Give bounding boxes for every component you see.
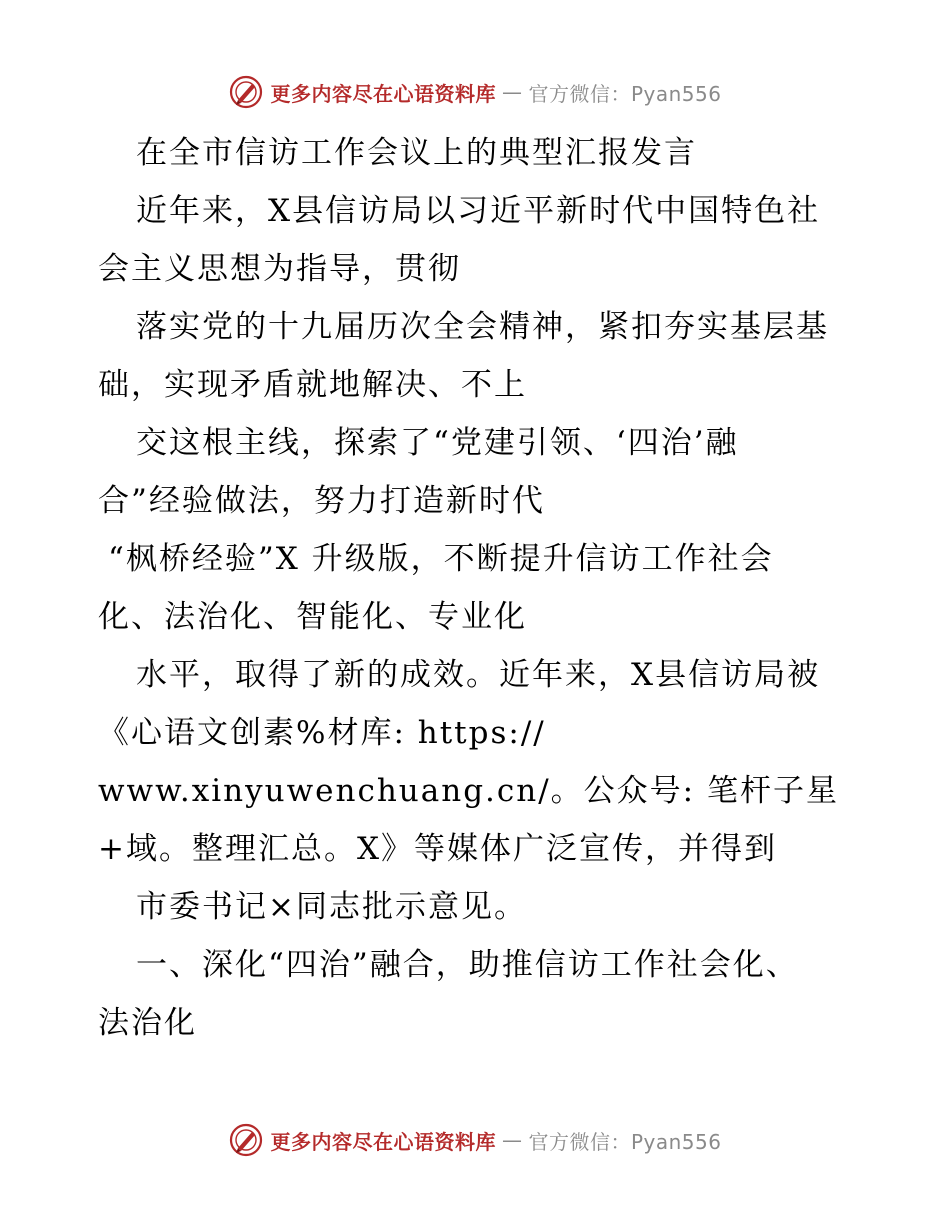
- pen-logo-icon: [228, 74, 264, 110]
- paragraph-line: 合”经验做法，努力打造新时代: [98, 483, 545, 519]
- paragraph-line: 近年来，X县信访局以习近平新时代中国特色社: [136, 193, 821, 229]
- header-banner: [0, 72, 950, 112]
- paragraph-line: 础，实现矛盾就地解决、不上: [98, 367, 527, 403]
- document-body: [98, 124, 858, 1052]
- banner-dash: —: [501, 80, 523, 104]
- paragraph-line: 水平，取得了新的成效。近年来，X县信访局被: [136, 657, 821, 693]
- paragraph-line: 落实党的十九届历次全会精神，紧扣夯实基层基: [136, 309, 829, 345]
- footer-banner: [0, 1120, 950, 1160]
- paragraph-line: 《心语文创素%材库: https://: [98, 715, 546, 751]
- pen-logo-icon: [228, 1122, 264, 1158]
- banner-wechat-text: 官方微信：Pyan556: [528, 1129, 722, 1154]
- paragraph-line: 会主义思想为指导，贯彻: [98, 251, 461, 287]
- paragraph-line: “枫桥经验”X 升级版，不断提升信访工作社会: [108, 541, 774, 577]
- paragraph-line: 化、法治化、智能化、专业化: [98, 599, 527, 635]
- banner-wechat-text: 官方微信：Pyan556: [528, 81, 722, 106]
- paragraph-line: 市委书记×同志批示意见。: [136, 889, 527, 925]
- section-heading: 一、深化“四治”融合，助推信访工作社会化、: [136, 947, 799, 983]
- document-title: 在全市信访工作会议上的典型汇报发言: [136, 135, 697, 171]
- paragraph-line: +域。整理汇总。X》等媒体广泛宣传，并得到: [98, 831, 778, 867]
- banner-red-text: 更多内容尽在心语资料库: [270, 1129, 496, 1154]
- banner-dash: —: [501, 1128, 523, 1152]
- section-heading-continued: 法治化: [98, 1005, 197, 1041]
- paragraph-line: 交这根主线，探索了“党建引领、‘四治’融: [136, 425, 739, 461]
- banner-red-text: 更多内容尽在心语资料库: [270, 81, 496, 106]
- paragraph-line: www.xinyuwenchuang.cn/。公众号: 笔杆子星: [98, 773, 839, 809]
